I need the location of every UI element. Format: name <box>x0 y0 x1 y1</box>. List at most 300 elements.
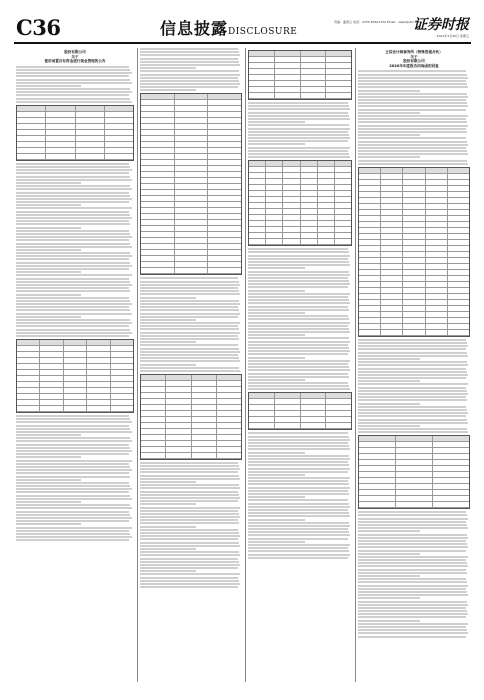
table-cell <box>335 179 351 184</box>
table-cell <box>17 106 46 111</box>
table-cell <box>359 478 396 483</box>
text-line <box>248 331 350 333</box>
table-cell <box>40 400 63 405</box>
table-cell <box>426 234 448 239</box>
text-line <box>140 357 239 359</box>
table-cell <box>359 240 381 245</box>
table-cell <box>105 148 133 153</box>
table-cell <box>175 214 209 219</box>
text-line <box>358 109 466 111</box>
table-cell <box>335 227 351 232</box>
text-line <box>16 252 130 254</box>
table-cell <box>359 228 381 233</box>
text-line <box>248 448 350 450</box>
table-cell <box>64 376 87 381</box>
table-cell <box>403 288 425 293</box>
table-cell <box>111 346 133 351</box>
text-line <box>358 99 466 101</box>
text-line <box>358 422 468 424</box>
table-cell <box>335 233 351 238</box>
text-line <box>358 425 420 427</box>
text-line <box>358 409 467 411</box>
text-line <box>358 150 467 152</box>
text-line <box>140 306 238 308</box>
table-cell <box>381 306 403 311</box>
table-cell <box>217 381 241 386</box>
table-cell <box>433 478 469 483</box>
table-cell <box>17 358 40 363</box>
table-cell <box>381 234 403 239</box>
table-cell <box>301 239 318 244</box>
table-cell <box>301 209 318 214</box>
table-cell <box>381 186 403 191</box>
table-cell <box>105 136 133 141</box>
text-line <box>16 498 132 500</box>
table-cell <box>141 148 175 153</box>
table-cell <box>105 124 133 129</box>
table-cell <box>17 124 46 129</box>
table-cell <box>335 203 351 208</box>
table-cell <box>283 179 300 184</box>
text-line <box>16 431 132 433</box>
table-cell <box>359 472 396 477</box>
text-line <box>248 258 348 260</box>
table-cell <box>318 167 335 172</box>
table-cell <box>301 69 327 74</box>
text-line <box>248 137 350 139</box>
text-line <box>358 90 420 92</box>
table-cell <box>359 210 381 215</box>
text-line <box>358 361 467 363</box>
table-cell <box>403 216 425 221</box>
table-cell <box>433 502 469 507</box>
table-cell <box>359 168 381 173</box>
table-cell <box>448 228 469 233</box>
text-line <box>140 287 238 289</box>
table-cell <box>87 370 110 375</box>
text-line <box>358 594 468 596</box>
table-cell <box>426 270 448 275</box>
text-line <box>248 534 350 536</box>
text-line <box>358 80 466 82</box>
text-line <box>140 309 239 311</box>
text-line <box>358 70 466 72</box>
text-line <box>358 128 466 130</box>
text-line <box>16 214 130 216</box>
table-cell <box>403 300 425 305</box>
text-line <box>358 514 467 516</box>
text-line <box>248 315 348 317</box>
table-cell <box>105 118 133 123</box>
table-cell <box>76 106 105 111</box>
text-line <box>248 353 348 355</box>
table-cell <box>381 168 403 173</box>
table-cell <box>192 405 217 410</box>
table-cell <box>275 63 301 68</box>
text-line <box>358 553 420 555</box>
table-cell <box>76 142 105 147</box>
text-line <box>358 607 466 609</box>
table-cell <box>433 484 469 489</box>
table-cell <box>381 300 403 305</box>
text-line <box>248 388 350 390</box>
text-line <box>16 182 81 184</box>
table-cell <box>192 381 217 386</box>
table-cell <box>40 370 63 375</box>
text-line <box>358 534 467 536</box>
table-cell <box>426 264 448 269</box>
text-line <box>16 306 129 308</box>
table-cell <box>208 184 241 189</box>
table-cell <box>166 405 191 410</box>
table-cell <box>87 400 110 405</box>
table-cell <box>448 318 469 323</box>
text-line <box>248 557 348 559</box>
table-cell <box>359 330 381 335</box>
text-line <box>16 444 129 446</box>
table-cell <box>381 294 403 299</box>
paper-brand <box>413 14 469 38</box>
text-line <box>140 322 240 324</box>
table-cell <box>192 453 217 458</box>
table-cell <box>141 106 175 111</box>
text-line <box>140 545 240 547</box>
table-cell <box>426 318 448 323</box>
text-line <box>248 464 349 466</box>
table-row <box>17 406 133 412</box>
table-cell <box>448 222 469 227</box>
text-line <box>16 246 132 248</box>
text-line <box>358 383 468 385</box>
table-cell <box>283 215 300 220</box>
table-cell <box>105 130 133 135</box>
table-cell <box>396 478 433 483</box>
table-cell <box>283 221 300 226</box>
table-cell <box>448 246 469 251</box>
table-cell <box>301 63 327 68</box>
table-cell <box>426 222 448 227</box>
text-line <box>248 369 350 371</box>
table-cell <box>141 172 175 177</box>
table-cell <box>266 179 283 184</box>
text-line <box>248 550 349 552</box>
table-cell <box>46 112 75 117</box>
text-line <box>358 581 467 583</box>
table-cell <box>359 174 381 179</box>
text-line <box>16 523 81 525</box>
text-line <box>140 338 239 340</box>
table-cell <box>275 393 301 398</box>
text-line <box>248 341 350 343</box>
table-cell <box>448 210 469 215</box>
text-line <box>16 239 129 241</box>
table-cell <box>426 288 448 293</box>
table-cell <box>396 442 433 447</box>
text-line <box>16 460 132 462</box>
text-line <box>16 536 132 538</box>
table-cell <box>326 57 351 62</box>
table-cell <box>46 148 75 153</box>
text-line <box>358 339 466 341</box>
table-cell <box>192 429 217 434</box>
table-cell <box>426 282 448 287</box>
table-cell <box>448 174 469 179</box>
table-cell <box>166 387 191 392</box>
table-cell <box>318 173 335 178</box>
table-cell <box>381 210 403 215</box>
text-line <box>358 578 466 580</box>
page-number: C36 <box>16 15 61 40</box>
text-line <box>16 332 132 334</box>
table-cell <box>217 405 241 410</box>
table-cell <box>208 250 241 255</box>
text-line <box>140 510 238 512</box>
text-line <box>248 153 349 155</box>
table-cell <box>208 160 241 165</box>
text-line <box>16 207 132 209</box>
text-line <box>358 396 466 398</box>
text-line <box>16 485 130 487</box>
table-cell <box>426 294 448 299</box>
table-cell <box>76 130 105 135</box>
table-cell <box>175 94 209 99</box>
table-cell <box>381 318 403 323</box>
text-line <box>248 290 305 292</box>
table-cell <box>359 318 381 323</box>
table-cell <box>64 400 87 405</box>
table-cell <box>105 154 133 159</box>
text-line <box>248 147 350 149</box>
table-cell <box>448 264 469 269</box>
text-line <box>248 385 349 387</box>
text-line <box>248 302 350 304</box>
table-cell <box>105 106 133 111</box>
table-cell <box>175 142 209 147</box>
table-cell <box>433 496 469 501</box>
text-line <box>358 521 466 523</box>
table-cell <box>335 191 351 196</box>
text-line <box>140 51 239 53</box>
table-cell <box>192 441 217 446</box>
table-cell <box>208 214 241 219</box>
table-cell <box>141 405 166 410</box>
table-cell <box>326 405 351 410</box>
table-cell <box>166 381 191 386</box>
text-line <box>16 72 132 74</box>
text-line <box>16 79 130 81</box>
text-line <box>16 287 129 289</box>
text-line <box>140 554 240 556</box>
table-cell <box>111 400 133 405</box>
text-line <box>16 319 130 321</box>
text-line <box>140 86 238 88</box>
table-cell <box>208 220 241 225</box>
table-cell <box>40 364 63 369</box>
table-cell <box>448 306 469 311</box>
text-line <box>358 348 466 350</box>
table-cell <box>396 472 433 477</box>
table-cell <box>87 364 110 369</box>
text-line <box>358 601 467 603</box>
text-line <box>140 516 240 518</box>
table-cell <box>326 63 351 68</box>
table-cell <box>403 324 425 329</box>
text-line <box>16 322 132 324</box>
text-line <box>248 490 348 492</box>
table-cell <box>381 288 403 293</box>
text-line <box>358 399 467 401</box>
table-cell <box>403 174 425 179</box>
table-cell <box>217 411 241 416</box>
table-cell <box>192 393 217 398</box>
text-line <box>16 482 129 484</box>
table-cell <box>166 435 191 440</box>
table-cell <box>448 258 469 263</box>
text-line <box>248 286 348 288</box>
text-line <box>16 163 129 165</box>
table-cell <box>175 190 209 195</box>
table-cell <box>64 406 87 411</box>
text-line <box>16 98 130 100</box>
table-cell <box>326 69 351 74</box>
table-cell <box>403 294 425 299</box>
text-line <box>16 198 132 200</box>
table-cell <box>381 174 403 179</box>
table-cell <box>17 154 46 159</box>
text-line <box>248 499 348 501</box>
table-cell <box>359 222 381 227</box>
table-cell <box>266 221 283 226</box>
table-cell <box>301 417 327 422</box>
table-cell <box>381 330 403 335</box>
text-line <box>248 525 350 527</box>
table-cell <box>403 192 425 197</box>
text-line <box>248 483 349 485</box>
table-cell <box>318 185 335 190</box>
text-line <box>16 533 130 535</box>
table-cell <box>448 186 469 191</box>
text-line <box>16 284 132 286</box>
table-cell <box>249 239 266 244</box>
table-cell <box>249 405 275 410</box>
table-cell <box>111 394 133 399</box>
text-line <box>358 125 468 127</box>
table-cell <box>141 196 175 201</box>
table-cell <box>46 124 75 129</box>
table-cell <box>175 184 209 189</box>
text-line <box>16 195 130 197</box>
text-line <box>16 223 130 225</box>
table-cell <box>208 232 241 237</box>
text-line <box>16 476 130 478</box>
table-cell <box>403 276 425 281</box>
table-cell <box>17 406 40 411</box>
table-cell <box>166 399 191 404</box>
table-cell <box>335 185 351 190</box>
table-cell <box>175 238 209 243</box>
text-line <box>358 131 467 133</box>
table-cell <box>301 227 318 232</box>
table-cell <box>403 312 425 317</box>
table-cell <box>448 288 469 293</box>
text-line <box>16 101 132 103</box>
table-cell <box>249 93 275 98</box>
text-line <box>248 280 349 282</box>
table-cell <box>426 186 448 191</box>
table-cell <box>192 435 217 440</box>
text-line <box>140 367 239 369</box>
table-cell <box>40 406 63 411</box>
table-cell <box>381 198 403 203</box>
text-line <box>16 185 130 187</box>
text-line <box>248 468 350 470</box>
text-line <box>140 341 196 343</box>
table-cell <box>318 191 335 196</box>
text-line <box>16 169 132 171</box>
table-cell <box>208 226 241 231</box>
text-line <box>140 328 239 330</box>
text-line <box>248 547 348 549</box>
text-line <box>16 297 129 299</box>
table-cell <box>141 142 175 147</box>
table-cell <box>175 220 209 225</box>
table-cell <box>76 154 105 159</box>
table-cell <box>266 197 283 202</box>
table-cell <box>266 233 283 238</box>
table-cell <box>141 381 166 386</box>
text-line <box>248 376 349 378</box>
text-line <box>140 74 240 76</box>
section-title-cn: 信息披露 <box>160 19 229 38</box>
text-line <box>248 337 349 339</box>
text-line <box>16 456 81 458</box>
text-line <box>16 450 132 452</box>
data-table <box>248 50 352 100</box>
table-cell <box>283 185 300 190</box>
text-line <box>358 393 468 395</box>
table-cell <box>249 393 275 398</box>
text-line <box>358 342 467 344</box>
text-line <box>248 121 305 123</box>
table-row <box>141 453 241 459</box>
table-cell <box>266 167 283 172</box>
text-line <box>248 522 349 524</box>
table-cell <box>301 233 318 238</box>
table-cell <box>249 167 266 172</box>
text-line <box>358 115 468 117</box>
text-line <box>16 421 132 423</box>
text-line <box>248 350 350 352</box>
table-cell <box>403 252 425 257</box>
text-line <box>248 102 348 104</box>
text-line <box>16 172 129 174</box>
text-line <box>16 91 132 93</box>
text-line <box>140 351 240 353</box>
table-cell <box>359 270 381 275</box>
text-line <box>248 455 349 457</box>
text-line <box>140 303 240 305</box>
table-cell <box>448 234 469 239</box>
text-line <box>248 306 348 308</box>
text-line <box>16 281 130 283</box>
table-cell <box>141 375 166 380</box>
table-cell <box>448 324 469 329</box>
text-line <box>140 281 239 283</box>
data-table <box>248 160 352 246</box>
section-title-en: DISCLOSURE <box>228 27 298 37</box>
text-line <box>248 538 348 540</box>
text-line <box>16 75 129 77</box>
